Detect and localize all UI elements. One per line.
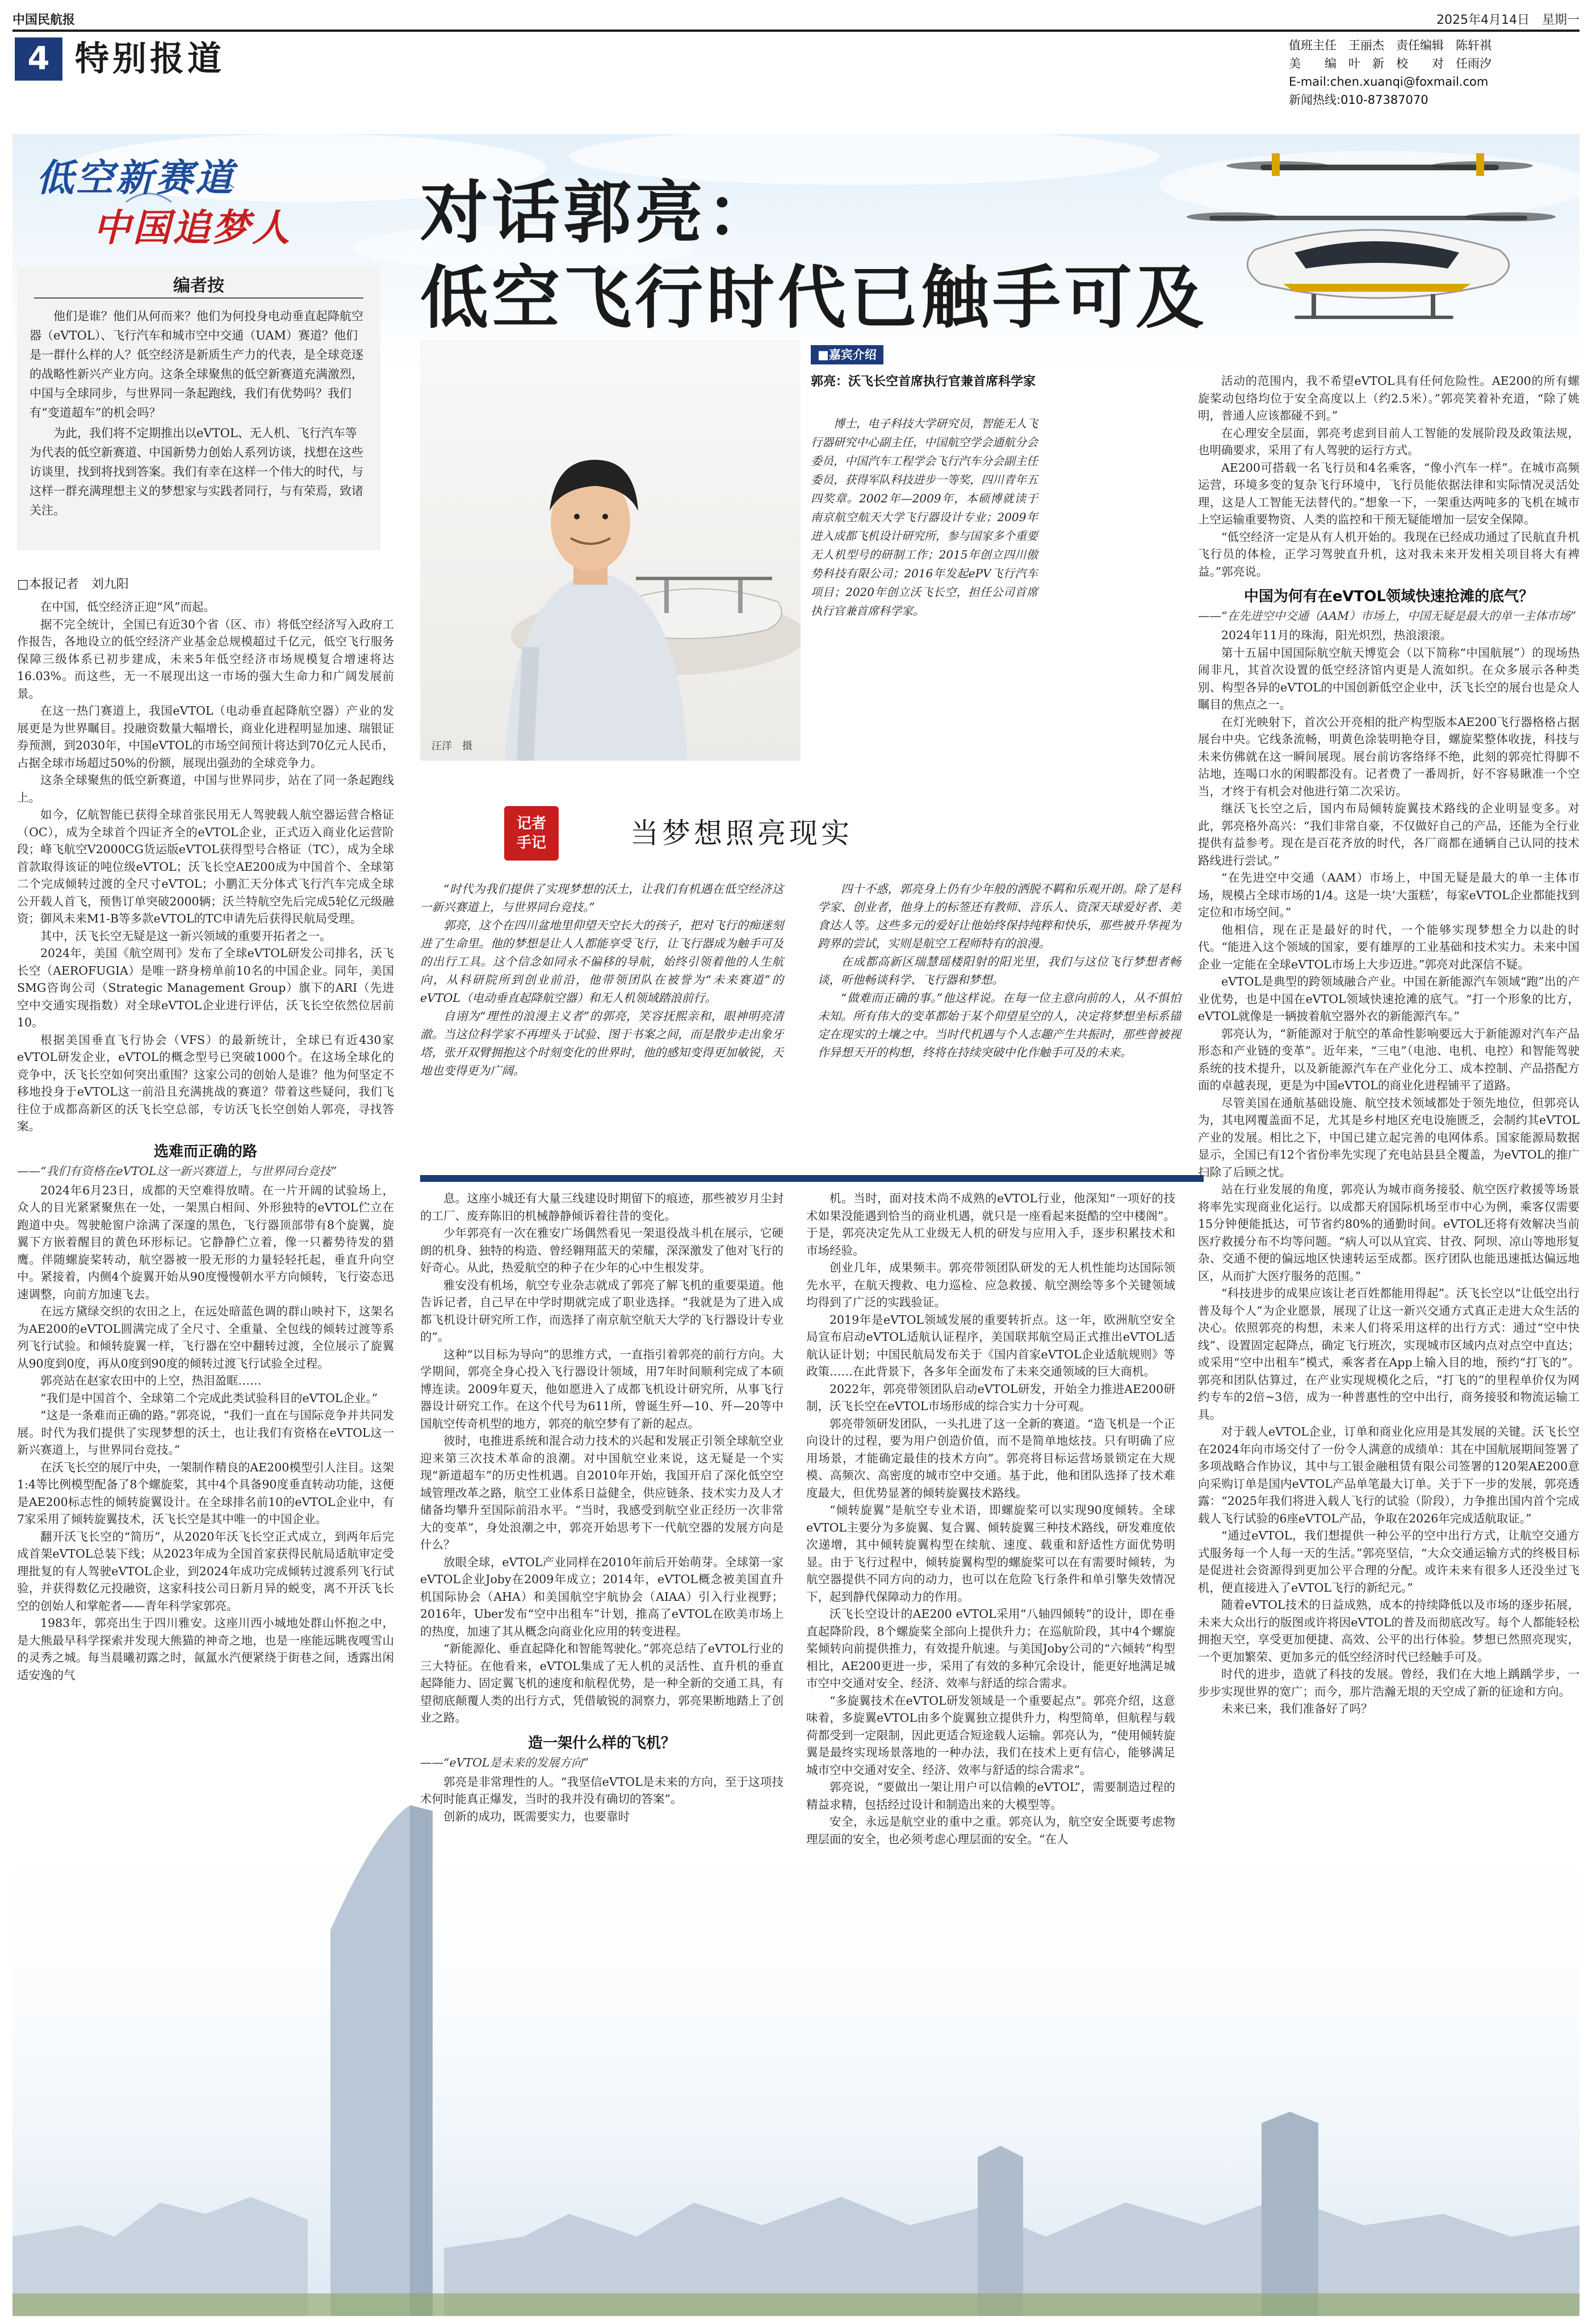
header-rule — [12, 30, 1580, 32]
badge-line2: 手记 — [516, 834, 546, 851]
article-paragraph: 站在行业发展的角度，郭亮认为城市商务接驳、航空医疗救援等场景将率先实现商业化运行。以成都天府国际机场至市中心为例，乘客仅需要15分钟便能抵达，可节省约80%的通勤时间。eVTOL还将有效解决当前医疗救援分布不均等问题。“病人可以从宜宾、甘孜、阿坝、凉山等地形复杂、交通不便的偏远地区快速转运至成都。医疗团队也能迅速抵达偏远地区，从而扩大医疗服务的范围。” — [1198, 1182, 1580, 1283]
guest-bio: 博士，电子科技大学研究员，智能无人飞行器研究中心副主任，中国航空学会通航分会委员，中国汽车工程学会飞行汽车分会副主任委员，获得军队科技进步一等奖，四川青年五四奖章。2002年—2009年，本硕博就读于南京航空航天大学飞行器设计专业；2009年进入成都飞机设计研究所，参与国家多个重要无人机型号的研制工作；2015年创立四川傲势科技有限公司；2016年发起ePV飞行汽车项目；2020年创立沃飞长空，担任公司首席执行官兼首席科学家。 — [811, 417, 1038, 618]
page-number: 4 — [15, 37, 62, 81]
article-paragraph: 这条全球聚焦的低空新赛道，中国与世界同步，站在了同一条起跑线上。 — [17, 773, 394, 804]
article-paragraph: 活动的范围内，我不希望eVTOL具有任何危险性。AE200的所有螺旋桨动包络均位于安全高度以上（约2.5米）。”郭亮笑着补充道，“除了姚明，普通人应该都碰不到。” — [1198, 374, 1580, 422]
article-paragraph: 随着eVTOL技术的日益成熟，成本的持续降低以及市场的逐步拓展，未来大众出行的版图或许将因eVTOL的普及而彻底改写。每个人都能轻松拥抱天空，享受更加便捷、高效、公平的出行体验。梦想已然照亮现实，一个更加繁荣、更加多元的低空经济时代已经触手可及。 — [1198, 1598, 1580, 1664]
reporter-notes-left — [420, 880, 784, 1080]
editor-email: E-mail:chen.xuanqi@foxmail.com — [1289, 75, 1489, 89]
article-paragraph: 雅安没有机场，航空专业杂志就成了郭亮了解飞机的重要渠道。他告诉记者，自己早在中学时期就完成了职业选择。“我就是为了进入成都飞机设计研究所工作，而选择了南京航空航天大学的飞行器设计专业的”。 — [420, 1278, 784, 1344]
article-paragraph: 2024年11月的珠海，阳光炽烈，热浪滚滚。 — [1221, 628, 1452, 642]
editor-note-rule — [34, 297, 363, 299]
article-paragraph: 沃飞长空设计的AE200 eVTOL采用“八轴四倾转”的设计，即在垂直起降阶段，8个螺旋桨全部向上提供升力；在巡航阶段，其中4个螺旋桨倾转向前提供推力，有效提升航速。与美国Joby公司的“六倾转”构型相比，AE200更进一步，采用了有效的多种冗余设计，能更好地满足城市空中交通对安全、经济、效率与舒适的综合需求。 — [806, 1607, 1175, 1690]
article-column-2 — [420, 1190, 784, 2053]
article-column-3 — [806, 1190, 1175, 2053]
article-paragraph: 继沃飞长空之后，国内布局倾转旋翼技术路线的企业明显变多。对此，郭亮格外高兴：“我们非常自豪，不仅做好自己的产品，还能为全行业提供有益参考。现在是百花齐放的时代，各厂商都在通辆自己认同的技术路线进行尝试。” — [1198, 802, 1580, 867]
editor-note-body — [30, 307, 368, 520]
article-paragraph: “这是一条难而正确的路。”郭亮说，“我们一直在与国际竞争并共同发展。时代为我们提供了实现梦想的沃土，也让我们有资格在eVTOL这一新兴赛道上，与世界同台竞技。” — [17, 1408, 394, 1457]
badge-line1: 记者 — [516, 815, 546, 832]
article-paragraph: 尽管美国在通航基础设施、航空技术领域都处于领先地位，但郭亮认为，其电网覆盖面不足，尤其是乡村地区充电设施匮乏，会制约其eVTOL产业的发展。相比之下，中国已建立起完善的电网体系。国家能源局数据显示，全国已有12个省份率先实现了充电站县县全覆盖，为eVTOL的推广扫除了后顾之忧。 — [1198, 1096, 1580, 1179]
column-logo-line1: 低空新赛道 — [36, 156, 235, 200]
article-paragraph: “我们是中国首个、全球第二个完成此类试验科目的eVTOL企业。” — [40, 1391, 378, 1405]
article-paragraph: 在沃飞长空的展厅中央，一架制作精良的AE200模型引人注目。这架1:4等比例模型配备了8个螺旋桨，其中4个具备90度垂直转动功能，这便是AE200标志性的倾转旋翼设计。在全球排名前10的eVTOL企业中，有7家采用了倾转旋翼技术，沃飞长空是其中唯一的中国企业。 — [17, 1460, 394, 1526]
editor-note-paragraph: 他们是谁？他们从何而来？他们为何投身电动垂直起降航空器（eVTOL）、飞行汽车和城市空中交通（UAM）赛道？他们是一群什么样的人？低空经济是新质生产力的代表，是全球竞逐的战略性新兴产业方向。这条全球聚焦的低空新赛道充满激烈，中国与全球同步，与世界同一条起跑线，我们有优势吗？我们有“变道超车”的机会吗？ — [30, 309, 363, 420]
article-paragraph: 在这一热门赛道上，我国eVTOL（电动垂直起降航空器）产业的发展更是为世界瞩目。投融资数量大幅增长，商业化进程明显加速、瑞银证券预测，到2030年，中国eVTOL的市场空间预计将达到70亿元人民币，占据全球市场超过50%的份额，展现出强劲的全球竞争力。 — [17, 704, 394, 770]
article-paragraph: 息。这座小城还有大量三线建设时期留下的痕迹，那些被岁月尘封的工厂、废弃陈旧的机械静静倾诉着往昔的变化。 — [420, 1192, 784, 1223]
article-paragraph: 时代的进步，造就了科技的发展。曾经，我们在大地上踽踽学步，一步步实现世界的宽广；而今，那片浩瀚无垠的天空成了新的征途和方向。 — [1198, 1667, 1580, 1698]
article-subheading-note: ——“在先进空中交通（AAM）市场上，中国无疑是最大的单一主体市场” — [1198, 609, 1577, 623]
article-paragraph: “新能源化、垂直起降化和智能驾驶化。”郭亮总结了eVTOL行业的三大特征。在他看来，eVTOL集成了无人机的灵活性、直升机的垂直起降能力、固定翼飞机的速度和航程优势，是一种全新的交通工具，有望彻底颠覆人类的出行方式，凭借敏锐的洞察力，郭亮果断地踏上了创业之路。 — [420, 1642, 784, 1725]
reporter-notes-badge — [504, 806, 559, 861]
article-paragraph: “在先进空中交通（AAM）市场上，中国无疑是最大的单一主体市场，规模占全球市场的1/4。这是一块‘大蛋糕’，每家eVTOL企业都能找到定位和市场空间。” — [1198, 871, 1580, 919]
article-column-1 — [17, 598, 394, 2103]
editor-hotline: 新闻热线:010-87387070 — [1289, 93, 1428, 107]
article-paragraph: 1983年，郭亮出生于四川雅安。这座川西小城地处群山怀抱之中，是大熊最早科学探索并发现大熊猫的神奇之地，也是一座能远眺夜嘎雪山的灵秀之城。每当晨曦初露之时，氤氲水汽便紧绕于街巷之间，透露出闲适安逸的气 — [17, 1616, 394, 1682]
article-paragraph: 2024年6月23日，成都的天空难得放晴。在一片开阔的试验场上，众人的目光紧紧聚焦在一处，一架黑白相间、外形独特的eVTOL伫立在跑道中央。驾驶舱窗户涂满了深邃的黑色，飞行器顶部带有8个旋翼，旋翼下方嵌着醒目的黄色环形标记。它静静伫立着，像一只蓄势待发的猎鹰。伴随螺旋桨转动，航空器被一股无形的力量轻轻托起，垂直升向空中。紧接着，内侧4个旋翼开始从90度慢慢朝水平方向倾转，飞行姿态迅速调整，向前方加速飞去。 — [17, 1183, 394, 1301]
reporter-byline: □本报记者 刘九阳 — [17, 577, 129, 592]
article-paragraph: 在中国，低空经济正迎“风”而起。 — [40, 600, 215, 614]
article-paragraph: 创新的成功，既需要实力，也要靠时 — [443, 1809, 630, 1823]
article-paragraph: 机。当时，面对技术尚不成熟的eVTOL行业，他深知“一项好的技术如果没能遇到恰当的商业机遇，就只是一座看起来挺酷的空中楼阁”。于是，郭亮决定先从工业级无人机的研发与应用入手，逐步积累技术和市场经验。 — [806, 1192, 1175, 1257]
article-paragraph: 郭亮说，“要做出一架让用户可以信赖的eVTOL”，需要制造过程的精益求精，包括经过设计和制造出来的大模型等。 — [806, 1780, 1175, 1811]
reporter-notes-paragraph: “做难而正确的事。”他这样说。在每一位主意向前的人，从不惧怕未知。所有伟大的变革都始于某个仰望星空的人，决定将梦想坐标系锚定在现实的土壤之中。当时代机遇与个人志趣产生共振时，那些曾被视作异想天开的构想，终将在持续突破中化作触手可及的未来。 — [818, 991, 1181, 1059]
article-paragraph: 2019年是eVTOL领域发展的重要转折点。这一年，欧洲航空安全局宣布启动eVTOL适航认证程序，美国联邦航空局正式推出eVTOL适航认证计划；中国民航局发布关于《国内首家eVTOL企业适航规则》等政策……在此背景下，各多年全面发布了未来交通领域的巨大商机。 — [806, 1312, 1175, 1378]
evtol-aircraft-illustration — [1158, 142, 1578, 380]
reporter-notes-paragraph: 在成都高新区瑞慧瑶楼阳射的阳光里，我们与这位飞行梦想者畅谈，听他畅谈科学、飞行器和梦想。 — [818, 955, 1181, 987]
column-logo — [25, 142, 343, 255]
article-paragraph: 郭亮认为，“新能源对于航空的革命性影响要远大于新能源对汽车产品形态和产业链的变革”。近年来，“三电”（电池、电机、电控）和智能驾驶系统的技术提升，以及新能源汽车在产业化分工、成本控制、产品搭配方面的卓越表现，更是为中国eVTOL的商业化进程铺平了道路。 — [1198, 1026, 1580, 1092]
editor-note-heading: 编者按 — [173, 276, 224, 296]
article-column-4 — [1198, 372, 1580, 1757]
guest-name-title: 郭亮：沃飞长空首席执行官兼首席科学家 — [811, 375, 1036, 389]
article-paragraph: “低空经济一定是从有人机开始的。我现在已经成功通过了民航直升机飞行员的体检，正学习驾驶直升机，这对我未来开发相关项目将大有裨益。”郭亮说。 — [1198, 530, 1580, 578]
article-subheading: 造一架什么样的飞机？ — [527, 1734, 676, 1752]
article-paragraph: 2022年，郭亮带领团队启动eVTOL研发，开始全力推进AE200研制，沃飞长空在eVTOL市场形成的综合实力十分可观。 — [806, 1382, 1175, 1413]
main-headline — [420, 170, 1207, 341]
article-paragraph: eVTOL是典型的跨领域融合产业。中国在新能源汽车领域“跑”出的产业优势，也是中国在eVTOL领域快速抢滩的底气。“打一个形象的比方，eVTOL就像是一辆披着航空器外衣的新能源汽车。” — [1198, 975, 1580, 1023]
article-paragraph: “多旋翼技术在eVTOL研发领域是一个重要起点”。郭亮介绍，这意味着，多旋翼eVTOL由多个旋翼独立提供升力，构型简单，但航程与载荷都受到一定限制，因此更适合短途载人运输。郭亮认为，“使用倾转旋翼是最终实现场景落地的一种办法，我们在技术上更有信心，能够满足城市空中交通对安全、经济、效率与舒适的综合需求”。 — [806, 1693, 1175, 1777]
reporter-notes-right — [818, 880, 1181, 1062]
article-paragraph: 在心理安全层面，郭亮考虑到目前人工智能的发展阶段及政策法规，也明确要求，采用了有人驾驶的运行方式。 — [1198, 426, 1580, 457]
article-paragraph: “科技进步的成果应该让老百姓都能用得起”。沃飞长空以“让低空出行普及每个人”为企业愿景，展现了让这一新兴交通方式真正走进大众生活的决心。依照郭亮的构想，未来人们将采用这样的出行方式：通过“空中快线”、设置固定起降点，确定飞行班次，实现城市区域内点对点空中直达；或采用“空中出租车”模式，乘客者在App上输入目的地，预约“打飞的”。郭亮和团队估算过，在产业实现规模化之后，“打飞的”的里程单价仅为网约专车的2倍~3倍，成为一种普惠性的空中出行，商务接驳和物流运输工具。 — [1198, 1286, 1580, 1421]
article-paragraph: 如今，亿航智能已获得全球首张民用无人驾驶载人航空器运营合格证（OC），成为全球首个四证齐全的eVTOL企业，正式迈入商业化运营阶段；峰飞航空V2000CG货运版eVTOL获得型号合格证（TC），成为全球首款取得该证的吨位级eVTOL；沃飞长空AE200成为中国首个、全球第二个完成倾转过渡的全尺寸eVTOL；小鹏汇天分体式飞行汽车完成全球公开载人首飞，预售订单突破2000辆；沃兰特航空先后完成5轮亿元级融资；御风未来M1-B等多款eVTOL的TC申请先后获得民航局受理。 — [17, 808, 394, 925]
article-paragraph: 这种“以目标为导向”的思维方式，一直指引着郭亮的前行方向。大学期间，郭亮全身心投入飞行器设计领域，用7年时间顺利完成了本硕博连读。2009年夏天，他如愿进入了成都飞机设计研究所，从事飞行器设计研究工作。在这个代号为611所，曾诞生歼—10、歼—20等中国航空传奇机型的地方，郭亮的航空梦有了新的起点。 — [420, 1347, 784, 1431]
article-paragraph: 创业几年，成果频丰。郭亮带领团队研发的无人机性能均达国际领先水平，在航天搜救、电力巡检、应急救援、航空测绘等多个关键领域均得到了广泛的实践验证。 — [806, 1261, 1175, 1309]
article-paragraph: 在灯光映射下，首次公开亮相的批产构型版本AE200飞行器格格占据展台中央。它线条流畅，明黄色涂装明艳夺目，螺旋桨整体收拢，科技与未来仿佛就在这一瞬间展现。展台前访客络绎不绝，此刻的郭亮忙得脚不沾地，连喝口水的闲暇都没有。记者费了一番周折，好不容易瞅准一个空当，才终于有机会对他进行第二次采访。 — [1198, 715, 1580, 798]
article-paragraph: 未来已来，我们准备好了吗？ — [1221, 1702, 1373, 1715]
article-paragraph: AE200可搭载一名飞行员和4名乘客，“像小汽车一样”。在城市高频运营，环境多变的复杂飞行环境中，飞行员能依据法律和实际情况灵活处理，这是人工智能无法替代的。”想象一下，一架重达两吨多的飞机在城市上空运输重要物资、人类的监控和干预无疑能增加一层安全保障。 — [1198, 460, 1580, 526]
section-title: 特别报道 — [75, 39, 225, 79]
reporter-notes-paragraph: “时代为我们提供了实现梦想的沃土，让我们有机遇在低空经济这一新兴赛道上，与世界同台竞技。” — [420, 882, 784, 914]
article-paragraph: 2024年，美国《航空周刊》发布了全球eVTOL研发公司排名，沃飞长空（AEROFUGIA）是唯一跻身榜单前10名的中国企业。同年，美国SMG咨询公司（Strategic Management Group）旗下的ARI（先进空中交通实现指数）对全球eVTOL企业进行评估，沃飞长空依然位居前10。 — [17, 946, 394, 1029]
article-paragraph: 郭亮是非常理性的人。“我坚信eVTOL是未来的方向，至于这项技术何时能真正爆发，当时的我并没有确切的答案”。 — [420, 1775, 784, 1806]
paper-name: 中国民航报 — [12, 13, 76, 27]
article-paragraph: 第十五届中国国际航空航天博览会（以下简称“中国航展”）的现场热闹非凡，其首次设置的低空经济馆内更是人流如织。在众多展示各种类别、构型各异的eVTOL的中国创新低空企业中，沃飞长空的展台也是众人瞩目的焦点之一。 — [1198, 645, 1580, 711]
column-logo-line2: 中国追梦人 — [93, 205, 292, 250]
photo-credit: 汪洋 摄 — [431, 740, 472, 752]
reporter-notes-paragraph: 四十不惑，郭亮身上仍有少年般的洒脱不羁和乐观开朗。除了是科学家、创业者，他身上的标签还有教师、音乐人、资深天球爱好者、美食达人等。这些多元的爱好让他始终保持纯粹和快乐，那些被升华视为跨界的尝试，实则是航空工程师特有的浪漫。 — [818, 882, 1181, 950]
reporter-notes-section — [420, 806, 1198, 1175]
top-line — [12, 8, 1580, 27]
article-paragraph: 郭亮站在赵家农田中的上空，热泪盈眶…… — [40, 1374, 262, 1387]
article-paragraph: 其中，沃飞长空无疑是这一新兴领域的重要开拓者之一。 — [40, 929, 332, 943]
article-paragraph: 翻开沃飞长空的“简历”，从2020年沃飞长空正式成立，到两年后完成首架eVTOL总装下线；从2023年成为全国首家获得民航局适航审定受理批复的有人驾驶eVTOL企业，到2024年成功完成倾转过渡系列飞行试验，并获得数亿元投融资，这家科技公司日新月异的蜕变，离不开沃飞长空的创始人和掌舵者——青年科学家郭亮。 — [17, 1529, 394, 1613]
article-subheading: 选难而正确的路 — [153, 1143, 257, 1160]
editor-note — [17, 267, 380, 551]
article-paragraph: 郭亮带领研发团队，一头扎进了这一全新的赛道。“造飞机是一个正向设计的过程，要为用户创造价值，而不是简单地炫技。只有明确了应用场景，才能确定最佳的技术方向”。郭亮将目标运营场景锁定在大规模、高频次、高密度的城市空中交通。基于此，他和团队选择了技术难度最大，但优势显著的倾转旋翼技术路线。 — [806, 1416, 1175, 1500]
article-paragraph: 据不完全统计，全国已有近30个省（区、市）将低空经济写入政府工作报告，各地设立的低空经济产业基金总规模超过千亿元，低空飞行服务保障三级体系已初步建成，未来5年低空经济市场规模复合增速将达16.03%。而这些，无一不展现出这一市场的强大生命力和广阔发展前景。 — [17, 617, 394, 700]
publication-date: 2025年4月14日 星期一 — [1436, 13, 1580, 27]
editor-line: 美 编 叶 新 校 对 任雨汐 — [1289, 57, 1492, 70]
editor-line: 值班主任 王丽杰 责任编辑 陈轩祺 — [1289, 39, 1492, 52]
reporter-notes-paragraph: 郭亮，这个在四川盆地里仰望天空长大的孩子，把对飞行的痴迷刻进了生命里。他的梦想是让人人都能享受飞行，让飞行器成为触手可及的出行工具。这个信念如同永不偏移的导航，始终引领着他的人生航向，从科研院所到创业前沿，他带领团队在被誉为“未来赛道”的eVTOL（电动垂直起降航空器）和无人机领域踏浪前行。 — [420, 918, 784, 1005]
article-paragraph: 放眼全球，eVTOL产业同样在2010年前后开始萌芽。全球第一家eVTOL企业Joby在2009年成立；2014年，eVTOL概念被美国直升机国际协会（AHA）和美国航空宇航协会（AIAA）引入行业视野；2016年，Uber发布“空中出租车”计划，推高了eVTOL在欧美市场上的热度，加速了其从概念向商业化应用的转变进程。 — [420, 1555, 784, 1638]
headline-line1: 对话郭亮： — [420, 173, 778, 253]
editor-note-paragraph: 为此，我们将不定期推出以eVTOL、无人机、飞行汽车等为代表的低空新赛道、中国新势力创始人系列访谈，找想在这些访谈里，找到将找到答案。我们有幸在这样一个伟大的时代，与这样一群充满理想主义的梦想家与实践者同行，与有荣焉，致诸关注。 — [30, 426, 363, 517]
article-subheading: 中国为何有在eVTOL领域快速抢滩的底气？ — [1243, 588, 1534, 605]
portrait-illustration — [420, 341, 801, 761]
article-paragraph: 在远方黛绿交织的农田之上，在远处暗蓝色调的群山映衬下，这架名为AE200的eVTOL圆满完成了全尺寸、全重量、全包线的倾转过渡等系列飞行试验。和倾转旋翼一样，飞行器在空中翻转过渡，全位展示了旋翼从90度到0度，再从0度到90度的倾转过渡飞行试验全过程。 — [17, 1304, 394, 1370]
article-paragraph: 少年郭亮有一次在雅安广场偶然看见一架退役战斗机在展示，它硬朗的机身、独特的构造、曾经翱翔蓝天的荣耀，深深激发了他对飞行的好奇心。从此，热爱航空的种子在少年的心中生根发芽。 — [420, 1226, 784, 1274]
article-paragraph: 对于载人eVTOL企业，订单和商业化应用是其发展的关键。沃飞长空在2024年向市场交付了一份令人满意的成绩单：其在中国航展期间签署了多项战略合作协议，其中与工银金融租赁有限公司签署的120架AE200意向采购订单是国内eVTOL产品单笔最大订单。关于下一步的发展，郭亮透露：“2025年我们将进入载人飞行的试验（阶段），力争推出国内首个完成载人飞行试验的6座eVTOL产品，争取在2026年完成适航取证。” — [1198, 1425, 1580, 1525]
reporter-notes-title: 当梦想照亮现实 — [630, 817, 853, 850]
guest-intro-tag: ■嘉宾介绍 — [811, 345, 883, 364]
editor-credits — [1289, 36, 1584, 129]
article-paragraph: 安全，永远是航空业的重中之重。郭亮认为，航空安全既要考虑物理层面的安全，也必须考虑心理层面的安全。“在人 — [806, 1815, 1175, 1846]
article-subheading-note: ——“eVTOL是未来的发展方向” — [420, 1755, 589, 1769]
article-subheading-note: ——“我们有资格在eVTOL这一新兴赛道上，与世界同台竞技” — [17, 1164, 337, 1178]
article-paragraph: “倾转旋翼”是航空专业术语，即螺旋桨可以实现90度倾转。全球eVTOL主要分为多旋翼、复合翼、倾转旋翼三种技术路线，研发难度依次递增，其中倾转旋翼构型在续航、速度、载重和舒适性方面优势明显。由于飞行过程中，倾转旋翼构型的螺旋桨可以在有需要时倾转，为航空器提供不同方向的动力，也可以在危险飞行条件和单引擎失效情况下，起到静代保障动力的作用。 — [806, 1503, 1175, 1604]
portrait-photo — [420, 341, 801, 761]
article-paragraph: “通过eVTOL，我们想提供一种公平的空中出行方式，让航空交通方式服务每一个人每一天的生活。”郭亮坚信，“大众交通运输方式的终极目标是促进社会资源得到更加公平合理的分配。或许未来有很多人还没坐过飞机，便直接进入了eVTOL飞行的新纪元。” — [1198, 1529, 1580, 1595]
headline-line2: 低空飞行时代已触手可及 — [420, 258, 1207, 338]
section-divider-bar — [420, 1175, 1204, 1182]
article-paragraph: 根据美国垂直飞行协会（VFS）的最新统计，全球已有近430家eVTOL研发企业，eVTOL的概念型号已突破1000个。在这场全球化的竞争中，沃飞长空如何突出重围？这家公司的创始人是谁？他为何坚定不移地投身于eVTOL这一前沿且充满挑战的赛道？带着这些疑问，我们飞往位于成都高新区的沃飞长空总部，专访沃飞长空创始人郭亮，寻找答案。 — [17, 1033, 394, 1133]
article-paragraph: 彼时，电推进系统和混合动力技术的兴起和发展正引领全球航空业迎来第三次技术革命的浪潮。对中国航空业来说，这无疑是一个实现“新道超车”的历史性机遇。自2010年开始，我国开启了深化低空空域管理改革之路，航空工业体系日益健全，供应链条、技术实力及人才储备均攀升至国际前沿水平。“当时，我感受到航空业正经历一次非常大的变革”，身处浪潮之中，郭亮开始思考下一代航空器的发展方向是什么？ — [420, 1434, 784, 1551]
reporter-notes-paragraph: 自诩为“理性的浪漫主义者”的郭亮，笑容抚熙亲和，眼神明亮清澈。当这位科学家不再埋头于试验、图于书案之间，而是散步走出象牙塔，张开双臂拥抱这个时刻变化的世界时，他的感知变得更加敏锐，天地也变得更为广阔。 — [420, 1009, 784, 1077]
article-paragraph: 他相信，现在正是最好的时代，一个能够实现梦想全力以赴的时代。“能进入这个领域的国家，要有雄厚的工业基础和技术实力。未来中国企业一定能在全球eVTOL市场上大步迈进。”郭亮对此深信不疑。 — [1198, 922, 1580, 971]
